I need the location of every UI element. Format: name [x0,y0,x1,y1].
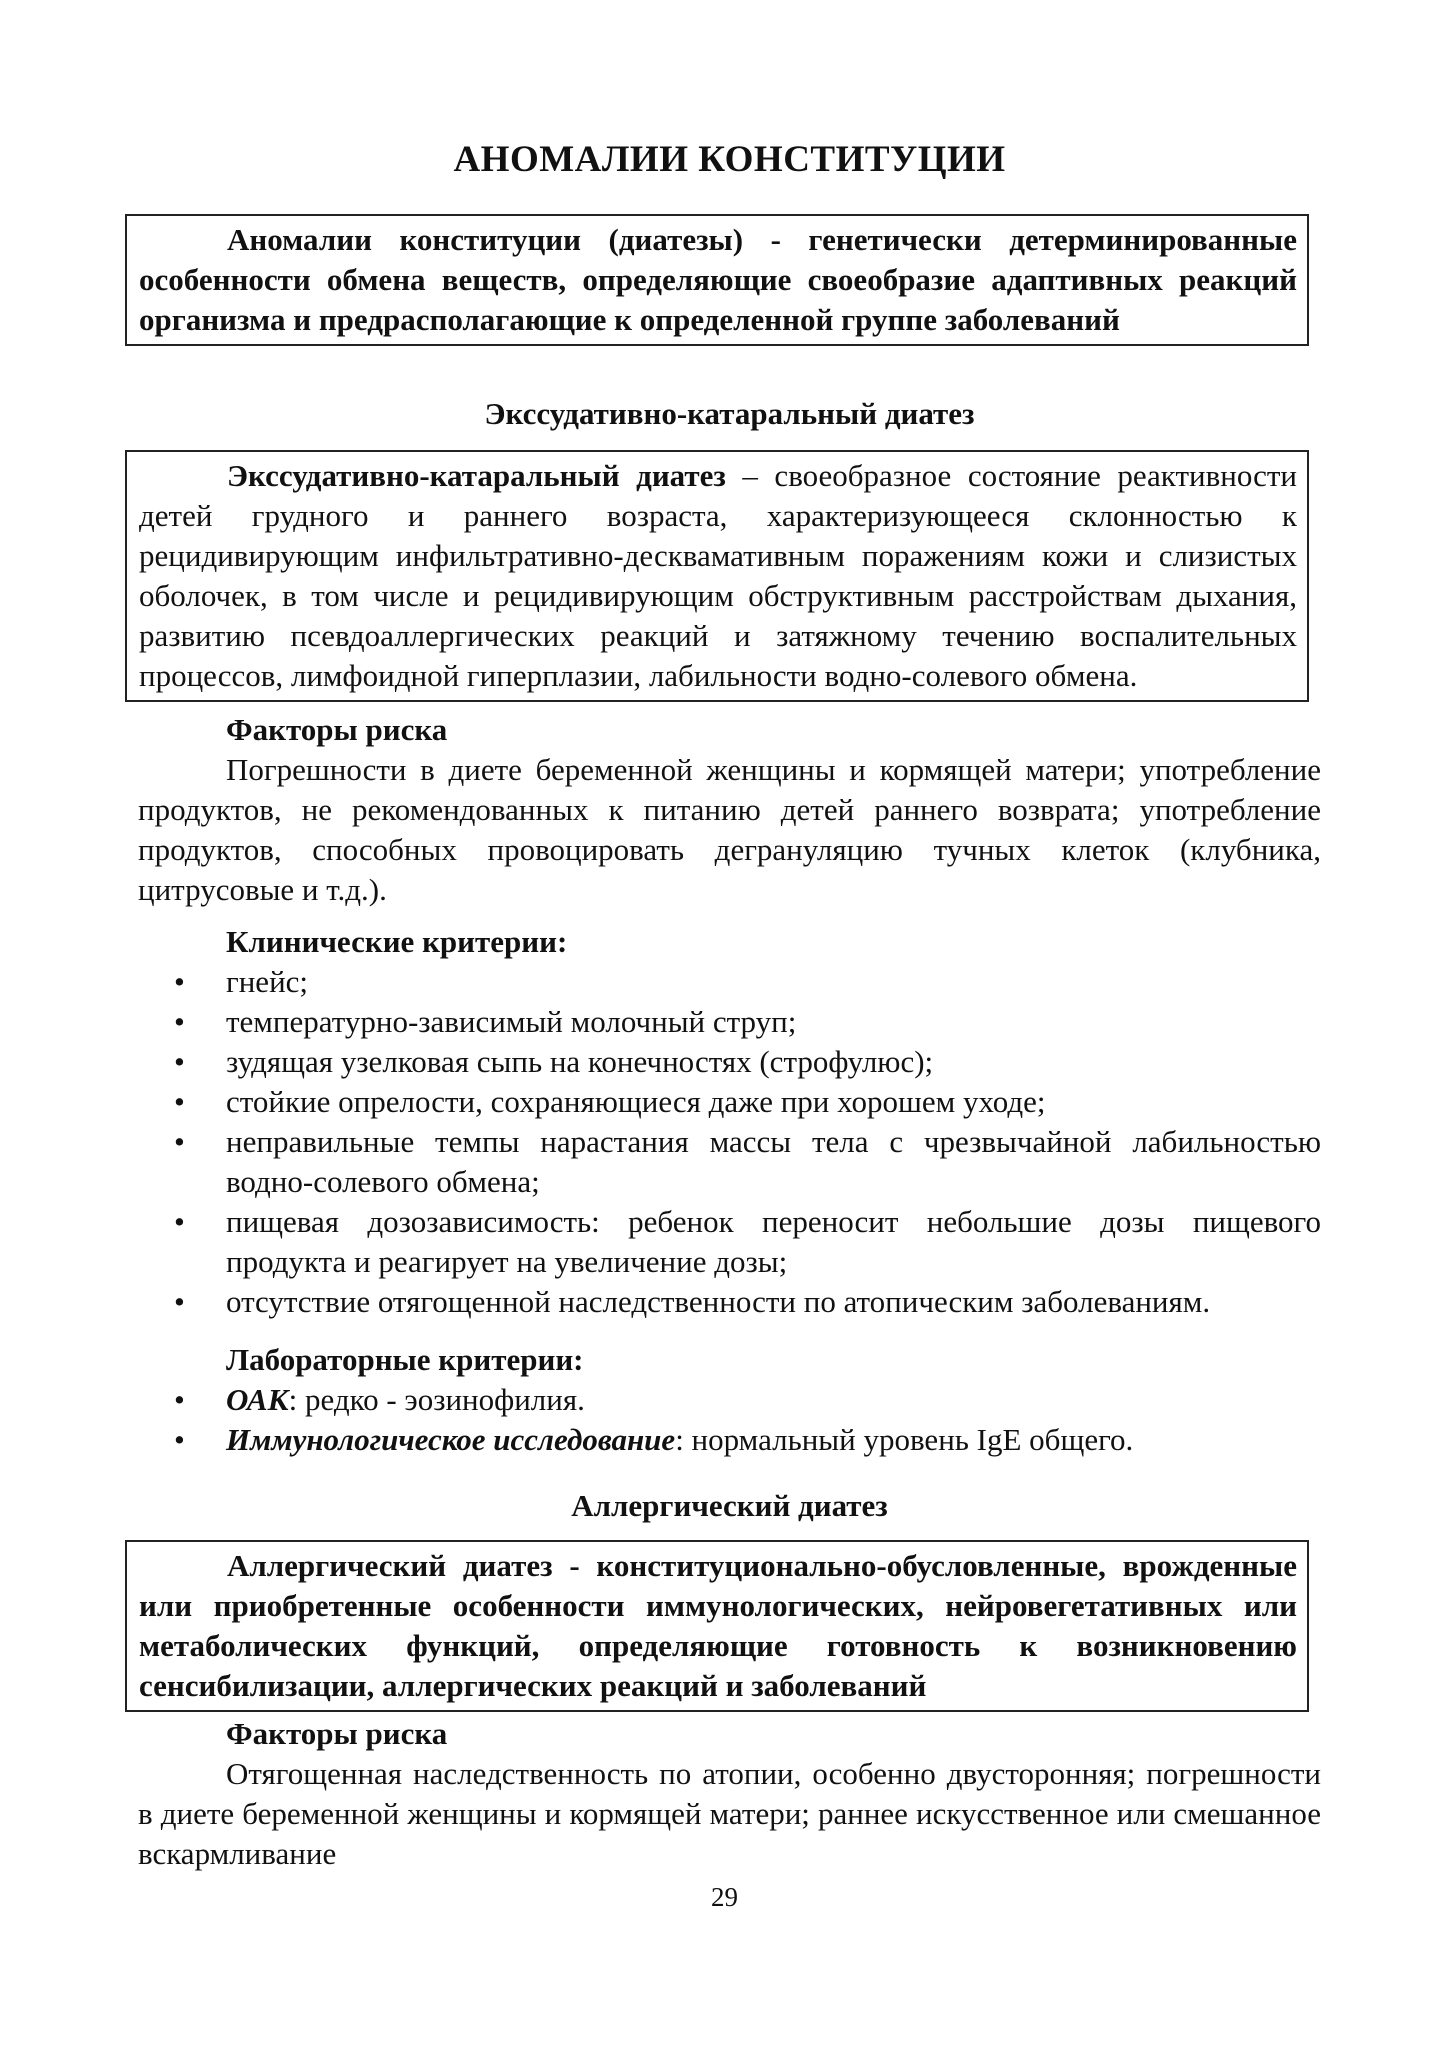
allergic-definition-box [125,1540,1309,1712]
bullet-icon: • [174,1204,185,1239]
bullet-icon: • [174,1124,185,1159]
risk-factors-heading-2: Факторы риска [226,1716,448,1751]
lab-text: : нормальный уровень IgE общего. [675,1422,1134,1457]
exudative-definition-box [125,450,1309,702]
list-item [138,1202,1321,1282]
lab-term: Иммунологическое исследование [226,1422,676,1457]
list-item [138,1042,1321,1082]
bullet-icon: • [174,1382,185,1417]
bullet-icon: • [174,1284,185,1319]
bullet-icon: • [174,1044,185,1079]
list-item-text: температурно-зависимый молочный струп; [226,1004,797,1039]
list-item-text: неправильные темпы нарастания массы тела с чрезвычайной лабильностью водно-солевого обмена; [226,1124,1321,1199]
page-number: 29 [711,1882,738,1912]
section-heading-allergic: Аллергический диатез [571,1488,888,1523]
bullet-icon: • [174,964,185,999]
exudative-definition: – своеобразное состояние реактивности детей грудного и раннего возраста, характеризующееся склонностью к рецидивирующим инфильтративно-десквамативным поражениям кожи и слизистых оболочек, в том числе и рецидивирующим обструктивным расстройствам дыхания, развитию псевдоаллергических реакций и затяжному течению воспалительных процессов, лимфоидной гиперплазии, лабильности водно-солевого обмена. [139,458,1297,693]
bullet-icon: • [174,1004,185,1039]
risk-factors-text-2: Отягощенная наследственность по атопии, особенно двусторонняя; погрешности в диете беременной женщины и кормящей матери; раннее искусственное или смешанное вскармливание [138,1756,1321,1871]
lab-criteria-list [138,1380,1321,1460]
list-item [138,1282,1321,1322]
list-item-text: отсутствие отягощенной наследственности по атопическим заболеваниям. [226,1284,1211,1319]
list-item [138,1082,1321,1122]
risk-factors-block-1 [138,710,1321,910]
list-item [138,1380,1321,1420]
definition-text: Аномалии конституции (диатезы) - генетически детерминированные особенности обмена веществ, определяющие своеобразие адаптивных реакций организма и предрасполагающие к определенной группе заболеваний [139,222,1297,337]
bullet-icon: • [174,1084,185,1119]
list-item-text: гнейс; [226,964,309,999]
lab-text: : редко - эозинофилия. [288,1382,585,1417]
lab-criteria-block [138,1340,1321,1460]
clinical-criteria-list [138,962,1321,1322]
list-item-text: пищевая дозозависимость: ребенок переносит небольшие дозы пищевого продукта и реагирует на увеличение дозы; [226,1204,1321,1279]
list-item [138,1122,1321,1202]
list-item [138,1420,1321,1460]
list-item-text: стойкие опрелости, сохраняющиеся даже при хорошем уходе; [226,1084,1046,1119]
clinical-criteria-heading: Клинические критерии: [226,924,568,959]
clinical-criteria-block [138,922,1321,1322]
lab-criteria-heading: Лабораторные критерии: [226,1342,584,1377]
exudative-term: Экссудативно-катаральный диатез [227,458,726,493]
risk-factors-block-2 [138,1714,1321,1874]
bullet-icon: • [174,1422,185,1457]
list-item [138,1002,1321,1042]
section-heading-exudative: Экссудативно-катаральный диатез [484,396,975,431]
allergic-definition: Аллергический диатез - конституционально-обусловленные, врожденные или приобретенные особенности иммунологических, нейровегетативных или метаболических функций, определяющие готовность к возникновению сенсибилизации, аллергических реакций и заболеваний [139,1548,1297,1703]
page-title: АНОМАЛИИ КОНСТИТУЦИИ [453,139,1006,180]
risk-factors-heading-1: Факторы риска [226,712,448,747]
list-item-text: зудящая узелковая сыпь на конечностях (строфулюс); [226,1044,934,1079]
definition-box [125,214,1309,346]
risk-factors-text-1: Погрешности в диете беременной женщины и кормящей матери; употребление продуктов, не рекомендованных к питанию детей раннего возврата; употребление продуктов, способных провоцировать дегрануляцию тучных клеток (клубника, цитрусовые и т.д.). [138,752,1321,907]
list-item [138,962,1321,1002]
lab-term: ОАК [226,1382,289,1417]
